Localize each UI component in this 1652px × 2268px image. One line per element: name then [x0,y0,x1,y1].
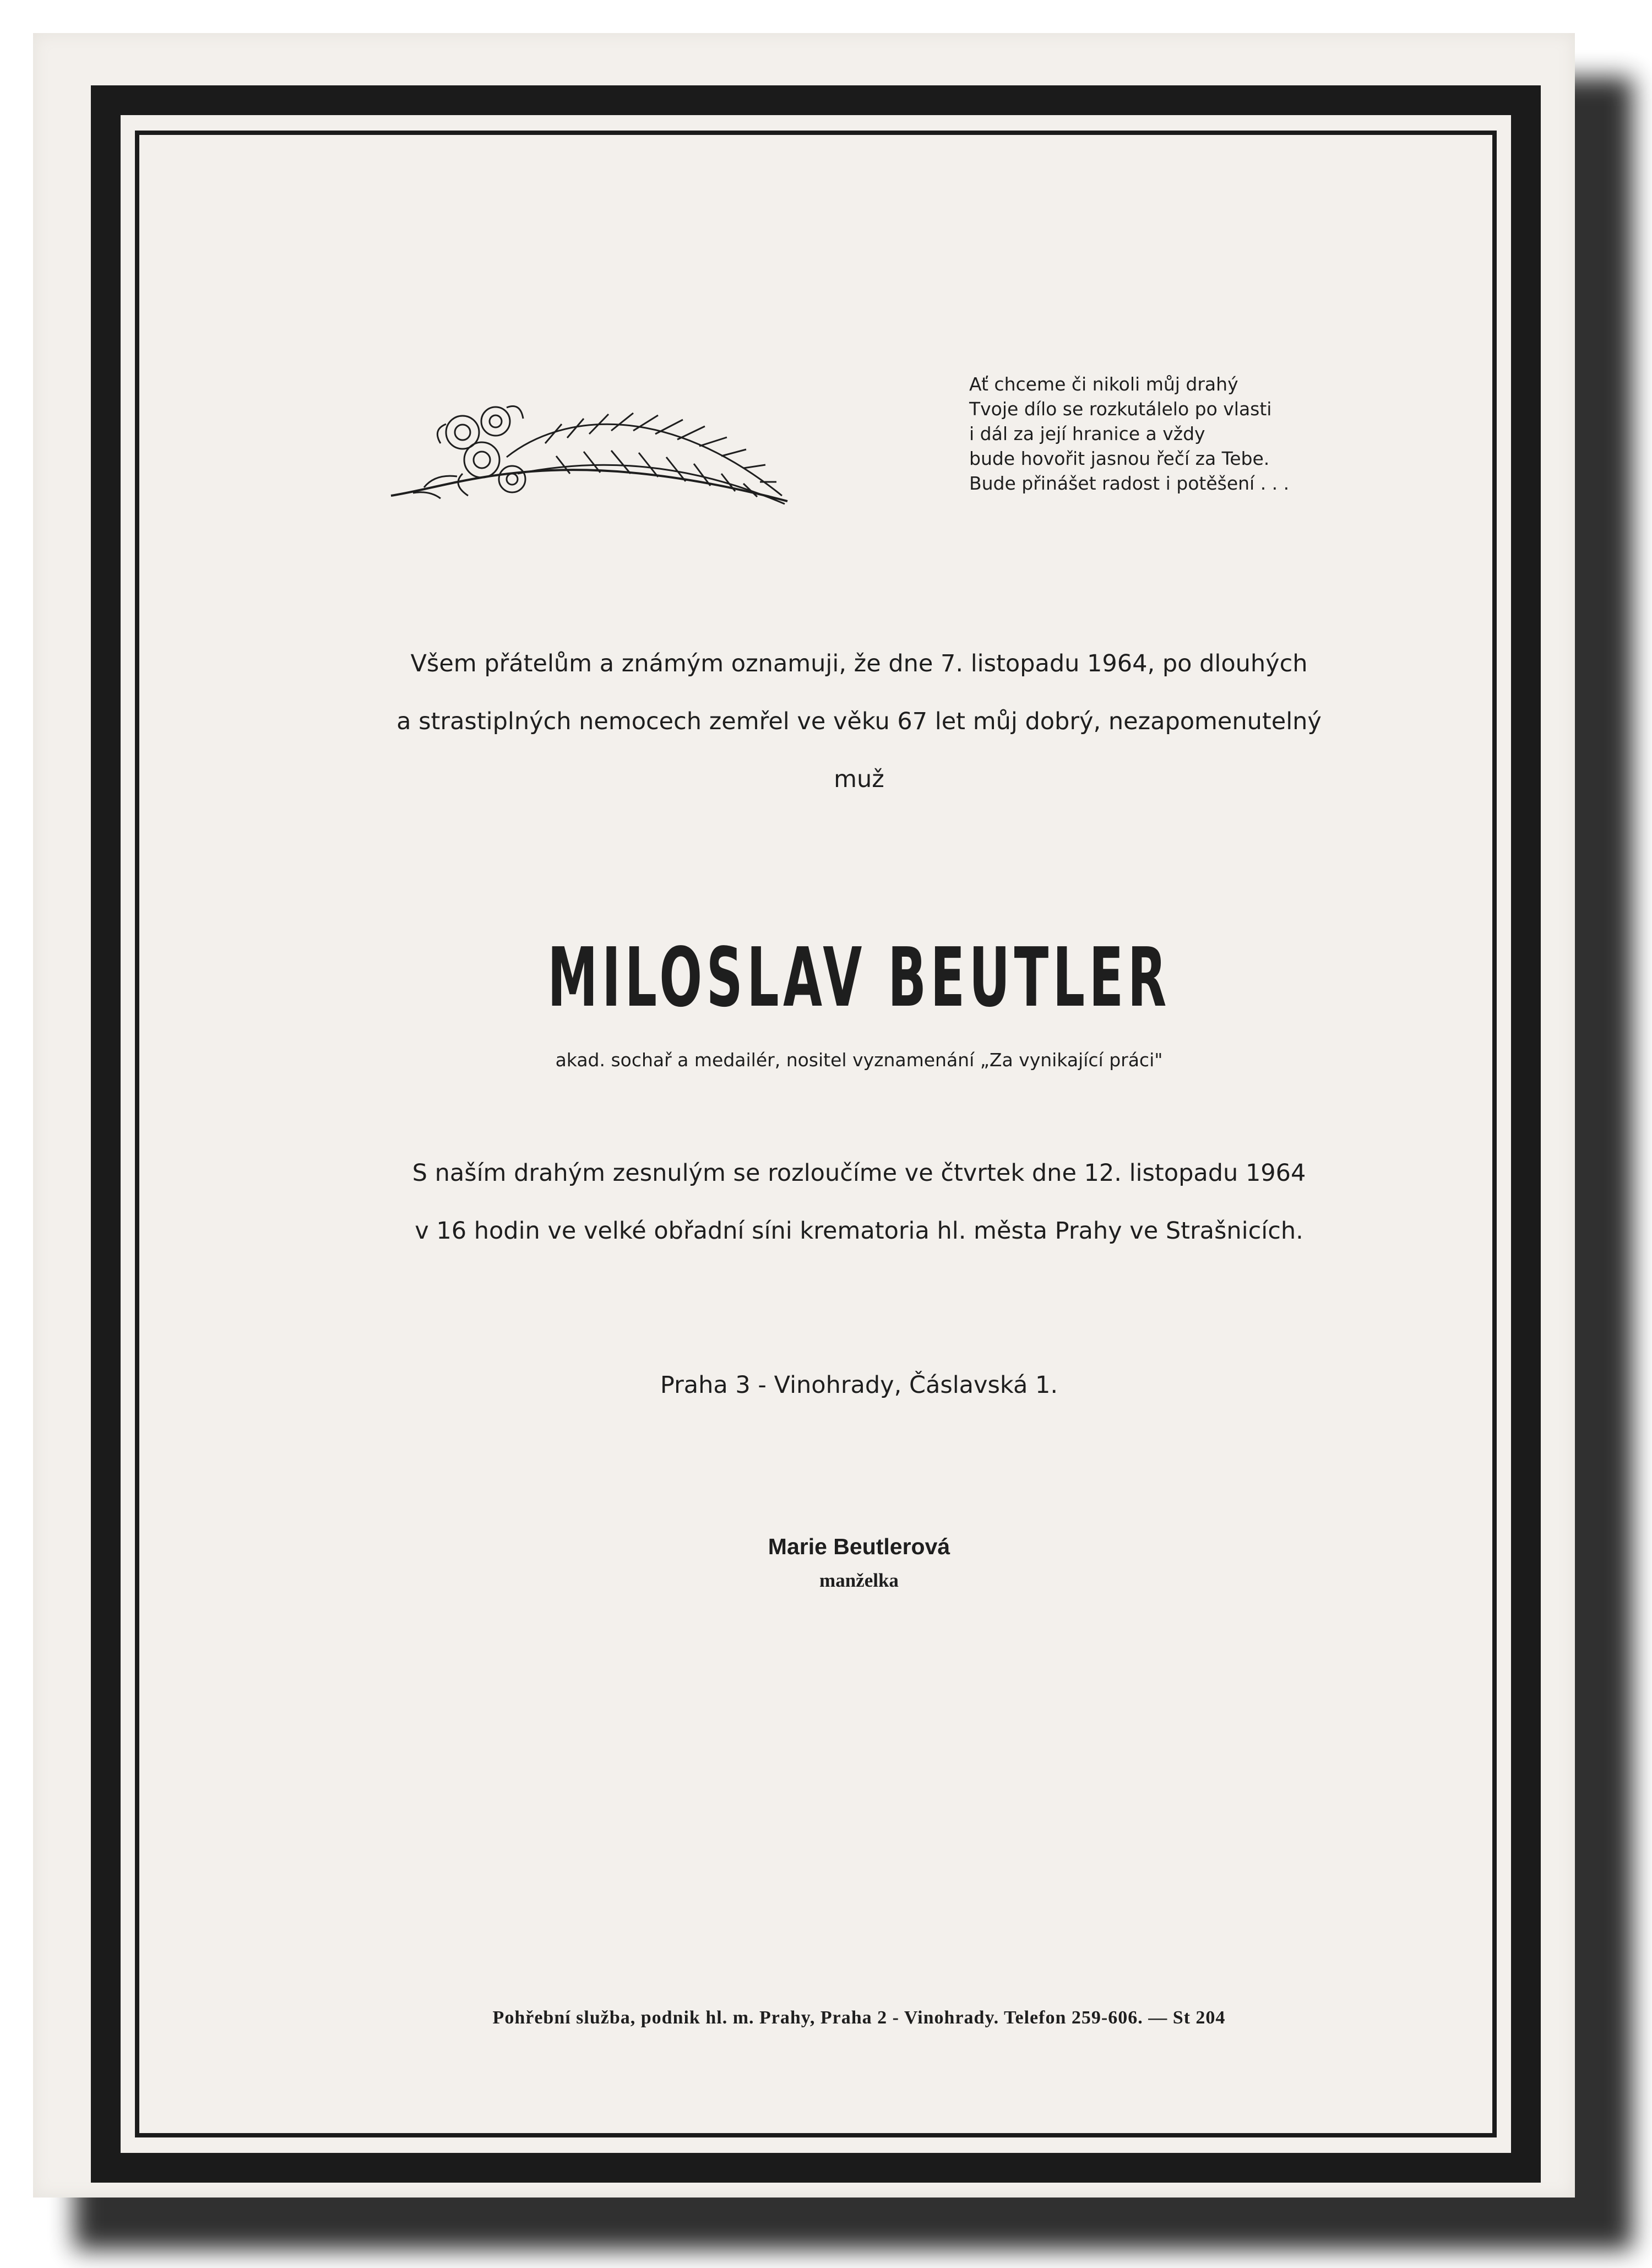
obituary-sheet [33,33,1575,2198]
signer-role: manželka [819,1570,899,1591]
quill-with-flowers-illustration [380,391,798,512]
deceased-name: MILOSLAV BEUTLER [547,930,1171,1025]
announcement-line-2: a strastiplných nemocech zemřel ve věku 67 let můj dobrý, nezapomenutelný [396,708,1322,735]
mourning-border [91,85,1541,2183]
farewell-line-2: v 16 hodin ve velké obřadní síni krematoria hl. města Prahy ve Strašnicích. [415,1217,1303,1245]
address: Praha 3 - Vinohrady, Čáslavská 1. [660,1371,1058,1399]
announcement-line-3: muž [834,766,884,793]
poem-line: bude hovořit jasnou řečí za Tebe. [969,448,1270,469]
poem-verse [969,372,1311,496]
announcement-line-1: Všem přátelům a známým oznamuji, že dne 7. listopadu 1964, po dlouhých [410,650,1308,677]
signer-name: Marie Beutlerová [768,1534,950,1559]
poem-line: i dál za její hranice a vždy [969,423,1205,444]
deceased-title: akad. sochař a medailér, nositel vyznamenání „Za vynikající práci" [555,1049,1163,1071]
farewell-line-1: S naším drahým zesnulým se rozloučíme ve čtvrtek dne 12. listopadu 1964 [412,1159,1306,1187]
funeral-service-footer: Pohřební služba, podnik hl. m. Prahy, Praha 2 - Vinohrady. Telefon 259-606. — St 204 [492,2007,1226,2028]
poem-line: Ať chceme či nikoli můj drahý [969,373,1238,395]
poem-line: Tvoje dílo se rozkutálelo po vlasti [969,398,1272,420]
poem-line: Bude přinášet radost i potěšení . . . [969,473,1290,494]
